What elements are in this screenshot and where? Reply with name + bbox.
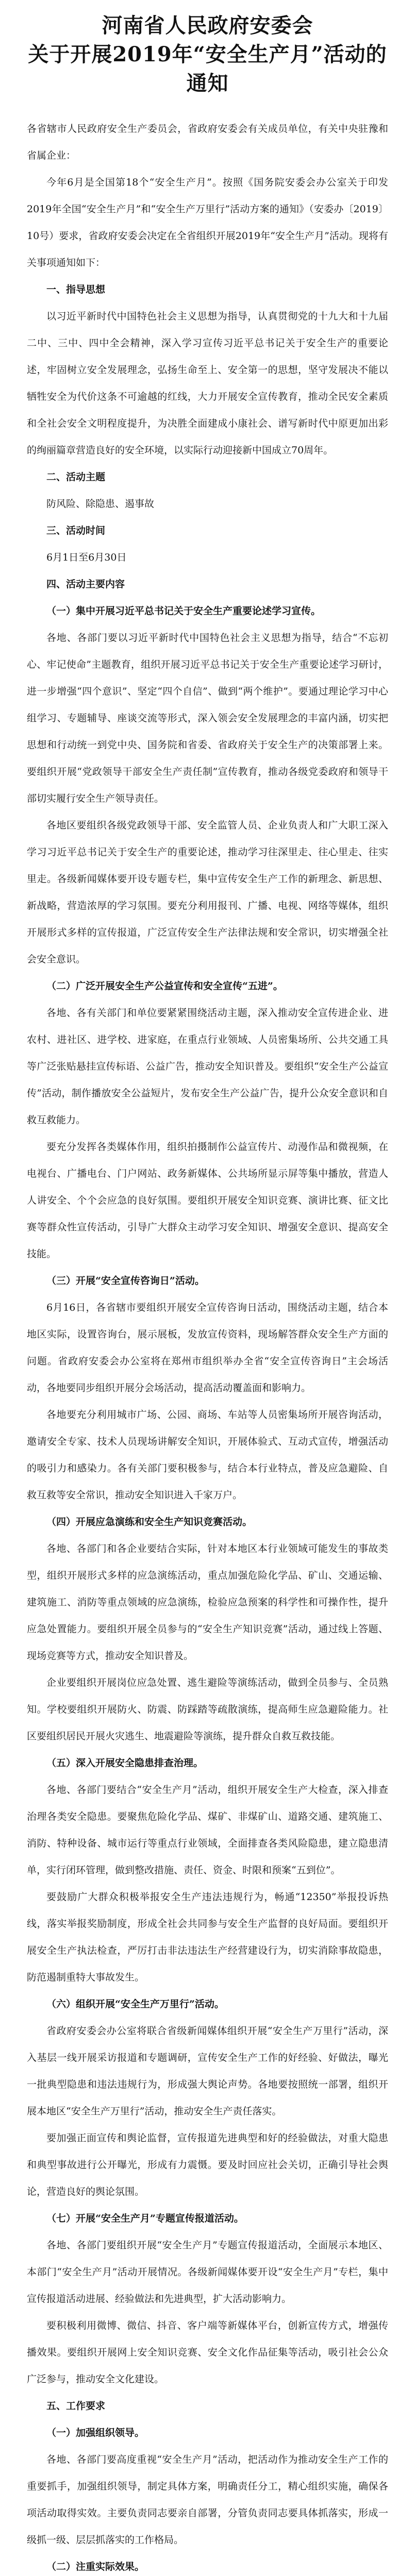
title-line-1: 河南省人民政府安委会 bbox=[102, 13, 313, 38]
body-paragraph: 要充分发挥各类媒体作用，组织拍摄制作公益宣传片、动漫作品和微视频，在电视台、广播电台、门户网站、政务新媒体、公共场所显示屏等集中播放，营造人人讲安全、个个会应急的良好氛围。要组织开展安全知识竞赛、演讲比赛、征文比赛等群众性宣传活动，引导广大群众主动学习安全知识、增强安全意识、提高安全技能。 bbox=[27, 1141, 388, 1260]
salutation: 各省辖市人民政府安全生产委员会，省政府安委会有关成员单位，有关中央驻豫和省属企业： bbox=[27, 123, 388, 161]
subsection-heading: （一）加强组织领导。 bbox=[46, 2427, 145, 2438]
section-heading: 三、活动时间 bbox=[46, 525, 106, 536]
section-heading: 二、活动主题 bbox=[46, 471, 106, 483]
body-paragraph: 以习近平新时代中国特色社会主义思想为指导，认真贯彻党的十九大和十九届二中、三中、四中全会精神，深入学习宣传习近平总书记关于安全生产的重要论述，牢固树立安全发展理念，弘扬生命至上、安全第一的思想，坚守发展决不能以牺牲安全为代价这条不可逾越的红线，大力开展安全宣传教育，推动全民安全素质和全社会安全文明程度提升，为决胜全面建成小康社会、谱写新时代中原更加出彩的绚丽篇章营造良好的安全环境，以实际行动迎接新中国成立70周年。 bbox=[27, 311, 388, 456]
body-paragraph: 要积极利用微博、微信、抖音、客户端等新媒体平台，创新宣传方式，增强传播效果。要组织开展网上安全知识竞赛、安全文化作品征集等活动，吸引社会公众广泛参与，推动安全文化建设。 bbox=[27, 2320, 388, 2385]
title-line-2: 关于开展2019年“安全生产月”活动的通知 bbox=[28, 42, 387, 95]
subsection-heading: （二）注重实际效果。 bbox=[46, 2561, 145, 2572]
body-paragraph: 6月1日至6月30日 bbox=[46, 552, 127, 563]
body-paragraph: 省政府安委会办公室将联合省级新闻媒体组织开展“安全生产万里行”活动，深入基层一线开展采访报道和专题调研，宣传安全生产工作的好经验、好做法，曝光一批典型隐患和违法违规行为，形成强大舆论声势。各地要按照统一部署，组织开展本地区“安全生产万里行”活动，推动安全生产责任落实。 bbox=[27, 2025, 388, 2117]
document-body bbox=[27, 115, 388, 2576]
section-heading: 五、工作要求 bbox=[46, 2400, 106, 2412]
intro-paragraph: 今年6月是全国第18个“安全生产月”。按照《国务院安委会办公室关于印发2019年全国“安全生产月”和“安全生产万里行”活动方案的通知》（安委办〔2019〕10号）要求，省政府安委会决定在全省组织开展2019年“安全生产月”活动。现将有关事项通知如下： bbox=[27, 177, 388, 268]
body-paragraph: 各地、各部门要组织开展“安全生产月”专题宣传报道活动，全面展示本地区、本部门“安全生产月”活动开展情况。各级新闻媒体要开设“安全生产月”专栏，集中宣传报道活动进展、经验做法和先进典型，扩大活动影响力。 bbox=[27, 2240, 388, 2304]
body-paragraph: 防风险、除隐患、遏事故 bbox=[46, 498, 155, 510]
subsection-heading: （五）深入开展安全隐患排查治理。 bbox=[46, 1757, 204, 1769]
subsection-heading: （七）开展“安全生产月”专题宣传报道活动。 bbox=[46, 2213, 244, 2224]
body-paragraph: 6月16日，各省辖市要组织开展安全宣传咨询日活动，围绕活动主题，结合本地区实际，设置咨询台，展示展板，发放宣传资料，现场解答群众安全生产方面的问题。省政府安委会办公室将在郑州市组织举办全省“安全宣传咨询日”主会场活动，各地要同步组织开展分会场活动，提高活动覆盖面和影响力。 bbox=[27, 1302, 388, 1394]
section-heading: 一、指导思想 bbox=[46, 284, 106, 295]
body-paragraph: 各地、各有关部门和单位要紧紧围绕活动主题，深入推动安全宣传进企业、进农村、进社区、进学校、进家庭，在重点行业领域、人员密集场所、公共交通工具等广泛张贴悬挂宣传标语、公益广告，推动安全知识普及。要组织“安全生产公益宣传”活动，制作播放安全公益短片，发布安全生产公益广告，提升公众安全意识和自救互救能力。 bbox=[27, 1007, 388, 1126]
body-paragraph: 各地、各部门要结合“安全生产月”活动，组织开展安全生产大检查，深入排查治理各类安全隐患。要聚焦危险化学品、煤矿、非煤矿山、道路交通、建筑施工、消防、特种设备、城市运行等重点行业领域，全面排查各类风险隐患，建立隐患清单，实行闭环管理，做到整改措施、责任、资金、时限和预案“五到位”。 bbox=[27, 1784, 388, 1876]
subsection-heading: （二）广泛开展安全生产公益宣传和安全宣传“五进”。 bbox=[46, 980, 283, 992]
body-paragraph: 各地、各部门要以习近平新时代中国特色社会主义思想为指导，结合“不忘初心、牢记使命”主题教育，组织开展习近平总书记关于安全生产重要论述学习研讨，进一步增强“四个意识”、坚定“四个自信”、做到“两个维护”。要通过理论学习中心组学习、专题辅导、座谈交流等形式，深入领会安全发展理念的丰富内涵，切实把思想和行动统一到党中央、国务院和省委、省政府关于安全生产的决策部署上来。要组织开展“党政领导干部安全生产责任制”宣传教育，推动各级党委政府和领导干部切实履行安全生产领导责任。 bbox=[27, 632, 388, 804]
body-paragraph: 各地、各部门要高度重视“安全生产月”活动，把活动作为推动安全生产工作的重要抓手，加强组织领导，制定具体方案，明确责任分工，精心组织实施，确保各项活动取得实效。主要负责同志要亲自部署，分管负责同志要具体抓落实，形成一级抓一级、层层抓落实的工作格局。 bbox=[27, 2454, 388, 2546]
subsection-heading: （三）开展“安全宣传咨询日”活动。 bbox=[46, 1275, 205, 1286]
body-paragraph: 要鼓励广大群众积极举报安全生产违法违规行为，畅通“12350”举报投诉热线，落实举报奖励制度，形成全社会共同参与安全生产监督的良好局面。要组织开展安全生产执法检查，严厉打击非法违法生产经营建设行为，切实消除事故隐患，防范遏制重特大事故发生。 bbox=[27, 1891, 388, 1983]
subsection-heading: （六）组织开展“安全生产万里行”活动。 bbox=[46, 1998, 224, 2010]
body-paragraph: 企业要组织开展岗位应急处置、逃生避险等演练活动，做到全员参与、全员熟知。学校要组织开展防火、防震、防踩踏等疏散演练，提高师生应急避险能力。社区要组织居民开展火灾逃生、地震避险等演练，提升群众自救互救技能。 bbox=[27, 1677, 388, 1742]
sections-container bbox=[27, 276, 388, 2576]
body-paragraph: 各地、各部门和各企业要结合实际，针对本地区本行业领域可能发生的事故类型，组织开展形式多样的应急演练活动，重点加强危险化学品、矿山、交通运输、建筑施工、消防等重点领域的应急演练，检验应急预案的科学性和可操作性，提升应急处置能力。要组织开展全员参与的“安全生产知识竞赛”活动，通过线上答题、现场竞赛等方式，推动安全知识普及。 bbox=[27, 1543, 388, 1662]
document-title bbox=[27, 11, 388, 98]
body-paragraph: 各地区要组织各级党政领导干部、安全监管人员、企业负责人和广大职工深入学习习近平总书记关于安全生产的重要论述，推动学习往深里走、往心里走、往实里走。各级新闻媒体要开设专题专栏，集中宣传安全生产工作的新理念、新思想、新战略，营造浓厚的学习氛围。要充分利用报刊、广播、电视、网络等媒体，组织开展形式多样的宣传报道，广泛宣传安全生产法律法规和安全常识，切实增强全社会安全意识。 bbox=[27, 820, 388, 965]
subsection-heading: （四）开展应急演练和安全生产知识竞赛活动。 bbox=[46, 1516, 253, 1528]
body-paragraph: 要加强正面宣传和舆论监督，宣传报道先进典型和好的经验做法，对重大隐患和典型事故进行公开曝光，形成有力震慑。要及时回应社会关切，正确引导社会舆论，营造良好的舆论氛围。 bbox=[27, 2132, 388, 2197]
body-paragraph: 各地要充分利用城市广场、公园、商场、车站等人员密集场所开展咨询活动，邀请安全专家、技术人员现场讲解安全知识，开展体验式、互动式宣传，增强活动的吸引力和感染力。各有关部门要积极参与，结合本行业特点，普及应急避险、自救互救等安全常识，推动安全知识进入千家万户。 bbox=[27, 1409, 388, 1501]
section-heading: 四、活动主要内容 bbox=[46, 579, 125, 590]
subsection-heading: （一）集中开展习近平总书记关于安全生产重要论述学习宣传。 bbox=[46, 605, 321, 617]
